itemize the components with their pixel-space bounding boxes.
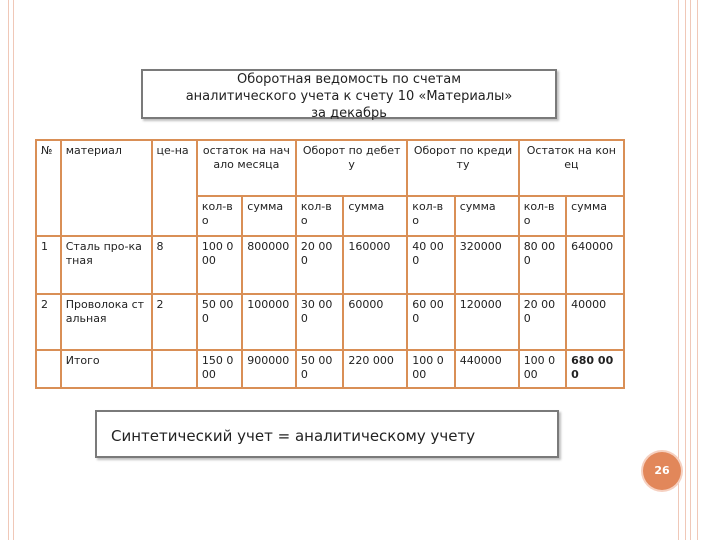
table-row-total bbox=[36, 350, 624, 388]
credit-qty: 60 000 bbox=[407, 294, 454, 350]
opening-qty: 100 000 bbox=[197, 236, 242, 294]
opening-sum: 100000 bbox=[242, 294, 296, 350]
header-qty: кол-во bbox=[407, 196, 454, 236]
header-sum: сумма bbox=[566, 196, 624, 236]
closing-sum-total: 680 000 bbox=[566, 350, 624, 388]
debit-sum: 60000 bbox=[343, 294, 407, 350]
debit-qty: 30 000 bbox=[296, 294, 343, 350]
credit-qty: 100 000 bbox=[407, 350, 454, 388]
header-sum: сумма bbox=[343, 196, 407, 236]
row-num bbox=[36, 350, 61, 388]
header-credit-turnover: Оборот по кредиту bbox=[407, 140, 518, 196]
slide-title: Оборотная ведомость по счетам аналитического учета к счету 10 «Материалы» за декабрь bbox=[141, 69, 557, 119]
header-material: материал bbox=[61, 140, 152, 236]
debit-qty: 50 000 bbox=[296, 350, 343, 388]
turnover-ledger-table bbox=[35, 139, 625, 389]
credit-sum: 440000 bbox=[455, 350, 519, 388]
row-material: Проволока стальная bbox=[61, 294, 152, 350]
header-qty: кол-во bbox=[519, 196, 566, 236]
opening-sum: 800000 bbox=[242, 236, 296, 294]
credit-qty: 40 000 bbox=[407, 236, 454, 294]
opening-qty: 50 000 bbox=[197, 294, 242, 350]
row-material: Сталь про-катная bbox=[61, 236, 152, 294]
debit-sum: 160000 bbox=[343, 236, 407, 294]
row-price: 2 bbox=[152, 294, 197, 350]
closing-qty: 100 000 bbox=[519, 350, 566, 388]
row-num: 2 bbox=[36, 294, 61, 350]
closing-qty: 20 000 bbox=[519, 294, 566, 350]
row-price bbox=[152, 350, 197, 388]
table-row bbox=[36, 236, 624, 294]
header-opening-balance: остаток на начало месяца bbox=[197, 140, 296, 196]
closing-qty: 80 000 bbox=[519, 236, 566, 294]
header-sum: сумма bbox=[455, 196, 519, 236]
closing-sum: 640000 bbox=[566, 236, 624, 294]
header-num: № bbox=[36, 140, 61, 236]
credit-sum: 320000 bbox=[455, 236, 519, 294]
header-qty: кол-во bbox=[197, 196, 242, 236]
row-num: 1 bbox=[36, 236, 61, 294]
header-qty: кол-во bbox=[296, 196, 343, 236]
row-price: 8 bbox=[152, 236, 197, 294]
header-closing-balance: Остаток на конец bbox=[519, 140, 624, 196]
header-price: це-на bbox=[152, 140, 197, 236]
closing-sum: 40000 bbox=[566, 294, 624, 350]
credit-sum: 120000 bbox=[455, 294, 519, 350]
header-debit-turnover: Оборот по дебету bbox=[296, 140, 407, 196]
opening-qty: 150 000 bbox=[197, 350, 242, 388]
debit-sum: 220 000 bbox=[343, 350, 407, 388]
summary-statement: Синтетический учет = аналитическому учету bbox=[95, 410, 559, 458]
table-row bbox=[36, 294, 624, 350]
left-decorative-border bbox=[8, 0, 14, 540]
opening-sum: 900000 bbox=[242, 350, 296, 388]
right-decorative-border bbox=[678, 0, 698, 540]
debit-qty: 20 000 bbox=[296, 236, 343, 294]
header-row-main bbox=[36, 140, 624, 196]
row-material: Итого bbox=[61, 350, 152, 388]
header-sum: сумма bbox=[242, 196, 296, 236]
page-number-badge: 26 bbox=[643, 452, 681, 490]
